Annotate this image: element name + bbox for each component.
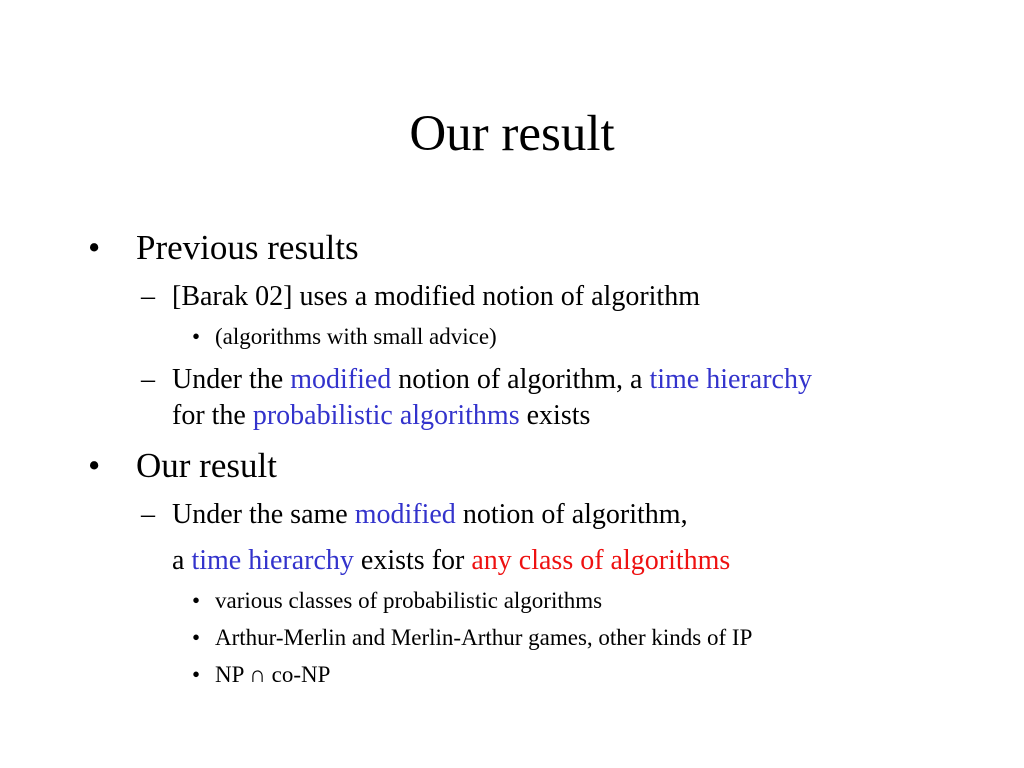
section-heading-our-result: Our result xyxy=(136,446,277,485)
item-our-result-continuation xyxy=(172,544,730,578)
dash-marker: – xyxy=(141,499,155,530)
highlight-modified: modified xyxy=(290,364,392,395)
subitem-small-advice: (algorithms with small advice) xyxy=(215,324,497,349)
bullet-marker: • xyxy=(192,324,201,349)
bullet-marker: • xyxy=(192,625,201,650)
text-segment: a xyxy=(172,545,192,576)
subitem-arthur-merlin: Arthur-Merlin and Merlin-Arthur games, other kinds of IP xyxy=(215,625,753,650)
dash-marker: – xyxy=(141,364,155,395)
highlight-time-hierarchy: time hierarchy xyxy=(649,364,812,395)
text-segment: Under the xyxy=(172,364,291,395)
bullet-marker: • xyxy=(88,446,101,485)
section-heading-previous-results: Previous results xyxy=(136,228,359,267)
bullet-marker: • xyxy=(192,588,201,613)
text-segment: notion of algorithm, xyxy=(455,499,688,530)
item-previous-time-hierarchy-continuation xyxy=(172,399,590,433)
highlight-modified: modified xyxy=(354,499,456,530)
text-segment: for the xyxy=(172,400,253,431)
slide-title: Our result xyxy=(409,106,615,162)
highlight-probabilistic-algorithms: probabilistic algorithms xyxy=(252,400,520,431)
highlight-time-hierarchy: time hierarchy xyxy=(191,545,354,576)
bullet-marker: • xyxy=(192,662,201,687)
subitem-np-cap-conp: NP ∩ co-NP xyxy=(215,662,331,687)
item-barak-02: [Barak 02] uses a modified notion of algorithm xyxy=(172,281,700,312)
text-segment: notion of algorithm, a xyxy=(391,364,650,395)
bullet-marker: • xyxy=(88,228,101,267)
subitem-probabilistic-classes: various classes of probabilistic algorithms xyxy=(215,588,603,613)
dash-marker: – xyxy=(141,281,155,312)
text-segment: Under the same xyxy=(172,499,355,530)
item-our-result-modified xyxy=(172,498,688,532)
text-segment: exists xyxy=(519,400,591,431)
text-segment: exists for xyxy=(353,545,472,576)
highlight-any-class-of-algorithms: any class of algorithms xyxy=(471,545,731,576)
item-previous-time-hierarchy xyxy=(172,363,812,397)
